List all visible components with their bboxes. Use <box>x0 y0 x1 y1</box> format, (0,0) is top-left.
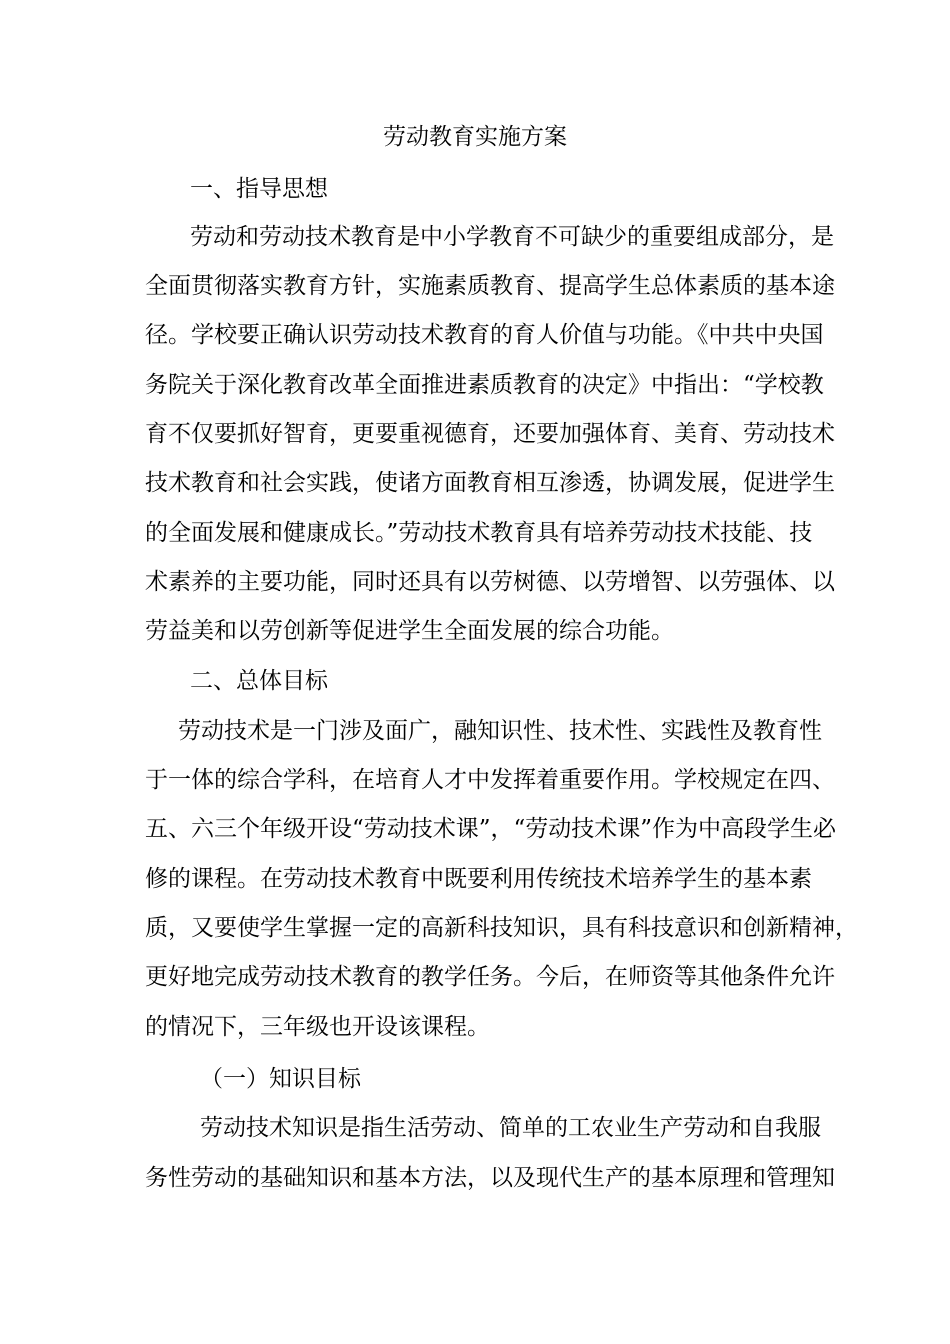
paragraph-line: 更好地完成劳动技术教育的教学任务。今后，在师资等其他条件允许 <box>145 964 835 990</box>
paragraph-line: 技术教育和社会实践，使诸方面教育相互渗透，协调发展，促进学生 <box>145 470 835 496</box>
section-heading-guiding-thought: 一、指导思想 <box>190 176 328 202</box>
paragraph-line: 务性劳动的基础知识和基本方法，以及现代生产的基本原理和管理知 <box>145 1165 835 1191</box>
paragraph-line: 质，又要使学生掌握一定的高新科技知识，具有科技意识和创新精神， <box>145 915 858 941</box>
paragraph-line: 五、六三个年级开设“劳动技术课”，“劳动技术课”作为中高段学生必 <box>145 816 837 842</box>
paragraph-line: 术素养的主要功能，同时还具有以劳树德、以劳增智、以劳强体、以 <box>145 569 835 595</box>
paragraph-line: 的情况下，三年级也开设该课程。 <box>145 1014 490 1040</box>
section-heading-overall-goal: 二、总体目标 <box>190 668 328 694</box>
subsection-heading-knowledge-goal: （一）知识目标 <box>200 1066 361 1092</box>
paragraph-line: 劳动技术知识是指生活劳动、简单的工农业生产劳动和自我服 <box>200 1115 821 1141</box>
document-title: 劳动教育实施方案 <box>383 124 567 150</box>
paragraph-line: 全面贯彻落实教育方针，实施素质教育、提高学生总体素质的基本途 <box>145 273 835 299</box>
paragraph-line: 径。学校要正确认识劳动技术教育的育人价值与功能。《中共中央国 <box>145 322 824 348</box>
paragraph-line: 劳动和劳动技术教育是中小学教育不可缺少的重要组成部分，是 <box>190 224 834 250</box>
paragraph-line: 于一体的综合学科，在培育人才中发挥着重要作用。学校规定在四、 <box>145 767 835 793</box>
paragraph-line: 劳动技术是一门涉及面广，融知识性、技术性、实践性及教育性 <box>178 718 822 744</box>
paragraph-line: 劳益美和以劳创新等促进学生全面发展的综合功能。 <box>145 618 674 644</box>
paragraph-line: 的全面发展和健康成长。”劳动技术教育具有培养劳动技术技能、技 <box>145 520 813 546</box>
paragraph-line: 育不仅要抓好智育，更要重视德育，还要加强体育、美育、劳动技术 <box>145 421 835 447</box>
paragraph-line: 务院关于深化教育改革全面推进素质教育的决定》中指出：“学校教 <box>145 372 824 398</box>
paragraph-line: 修的课程。在劳动技术教育中既要利用传统技术培养学生的基本素 <box>145 866 812 892</box>
